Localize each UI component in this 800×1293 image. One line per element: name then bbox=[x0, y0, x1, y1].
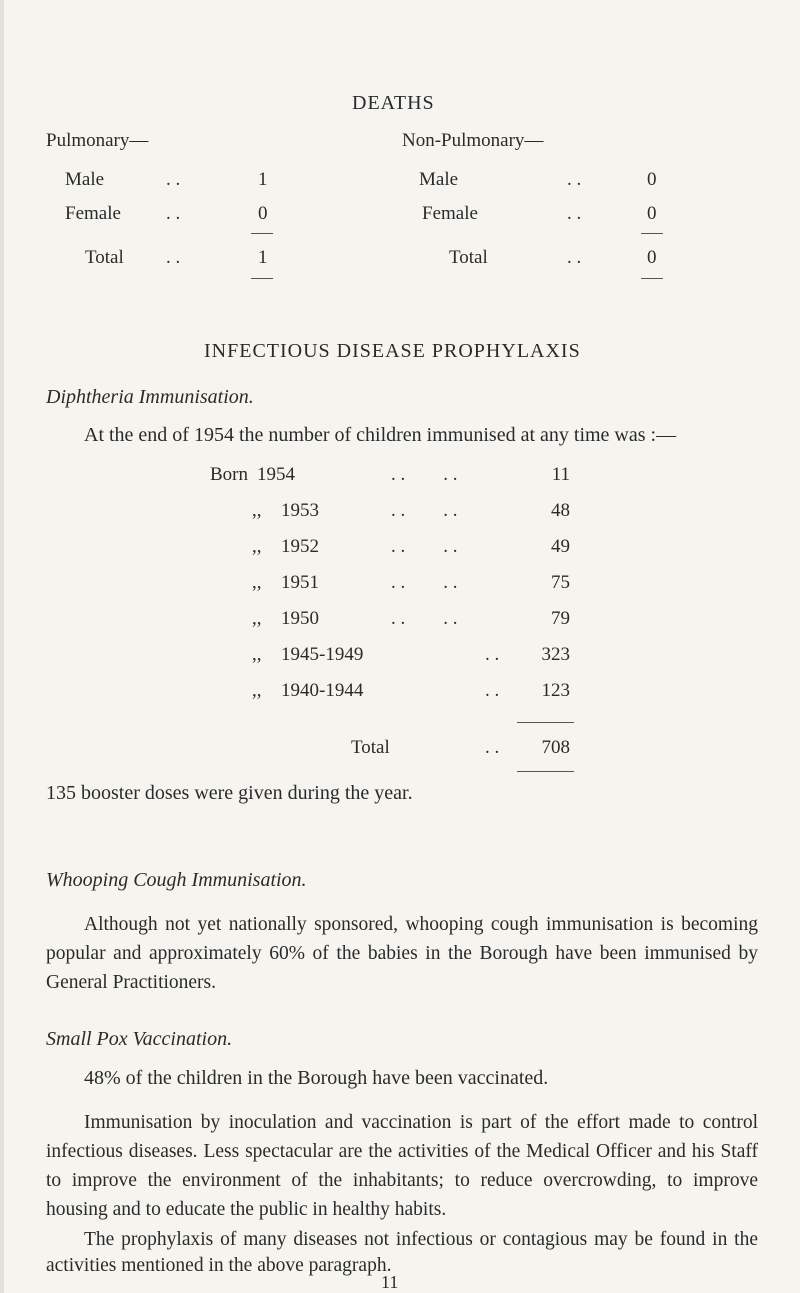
non-pulmonary-female-label: Female bbox=[422, 203, 478, 224]
row-year: 1945-1949 bbox=[281, 644, 364, 665]
paragraph-environment: Immunisation by inoculation and vaccination is part of the effort made to control infectious diseases. Less spectacular are the activities of the Medical Officer and his Staff to improve the environment of the inhabitants; to reduce overcrowding, to improve housing and to educate the public in healthy habits. bbox=[46, 1112, 758, 1220]
row-prefix: Born bbox=[210, 464, 248, 485]
pulmonary-label: Pulmonary— bbox=[46, 130, 149, 151]
booster-text: 135 booster doses were given during the year. bbox=[46, 782, 413, 804]
non-pulmonary-male-value: 0 bbox=[647, 169, 657, 190]
row-year: 1950 bbox=[281, 608, 319, 629]
total-rule bbox=[517, 771, 574, 772]
row-count: 11 bbox=[551, 464, 570, 485]
page-number: 11 bbox=[381, 1272, 399, 1292]
row-prefix: ,, bbox=[252, 644, 262, 665]
table-total-label: Total bbox=[351, 737, 390, 758]
leader-dots: . . . . bbox=[391, 500, 458, 521]
row-count: 79 bbox=[551, 608, 570, 629]
row-year: 1954 bbox=[257, 464, 295, 485]
leader-dots: . . . . bbox=[391, 536, 458, 557]
leader-dots: . . bbox=[166, 169, 181, 190]
leader-dots: . . . . bbox=[391, 572, 458, 593]
non-pulmonary-total-label: Total bbox=[449, 247, 488, 268]
paragraph-prophylaxis: The prophylaxis of many diseases not infectious or contagious may be found in the activities mentioned in the above paragraph. bbox=[46, 1229, 758, 1276]
row-count: 323 bbox=[541, 644, 570, 665]
sum-rule bbox=[641, 233, 663, 234]
pulmonary-male-value: 1 bbox=[258, 169, 268, 190]
leader-dots: . . bbox=[567, 169, 582, 190]
leader-dots: . . bbox=[485, 737, 500, 758]
row-prefix: ,, bbox=[252, 536, 262, 557]
row-count: 75 bbox=[551, 572, 570, 593]
deaths-heading: DEATHS bbox=[352, 92, 435, 114]
row-prefix: ,, bbox=[252, 572, 262, 593]
leader-dots: . . bbox=[485, 680, 500, 701]
pulmonary-female-value: 0 bbox=[258, 203, 268, 224]
non-pulmonary-label: Non-Pulmonary— bbox=[402, 130, 544, 151]
leader-dots: . . bbox=[567, 203, 582, 224]
row-count: 49 bbox=[551, 536, 570, 557]
leader-dots: . . bbox=[567, 247, 582, 268]
sum-rule bbox=[251, 233, 273, 234]
row-year: 1953 bbox=[281, 500, 319, 521]
pulmonary-female-label: Female bbox=[65, 203, 121, 224]
smallpox-title: Small Pox Vaccination. bbox=[46, 1028, 233, 1050]
row-year: 1940-1944 bbox=[281, 680, 364, 701]
sum-rule bbox=[517, 722, 574, 723]
total-rule bbox=[251, 278, 273, 279]
leader-dots: . . . . bbox=[391, 464, 458, 485]
total-rule bbox=[641, 278, 663, 279]
diphtheria-intro: At the end of 1954 the number of children immunised at any time was :— bbox=[84, 424, 677, 446]
row-prefix: ,, bbox=[252, 680, 262, 701]
row-count: 48 bbox=[551, 500, 570, 521]
whooping-text: Although not yet nationally sponsored, whooping cough immunisation is becoming popular and approximately 60% of the babies in the Borough have been immunised by General Practitioners. bbox=[46, 914, 758, 993]
page-edge bbox=[0, 0, 4, 1293]
pulmonary-total-value: 1 bbox=[258, 247, 268, 268]
pulmonary-male-label: Male bbox=[65, 169, 105, 190]
pulmonary-total-label: Total bbox=[85, 247, 124, 268]
row-year: 1951 bbox=[281, 572, 319, 593]
diphtheria-title: Diphtheria Immunisation. bbox=[46, 386, 254, 408]
row-prefix: ,, bbox=[252, 500, 262, 521]
leader-dots: . . bbox=[166, 247, 181, 268]
leader-dots: . . . . bbox=[391, 608, 458, 629]
prophylaxis-heading: INFECTIOUS DISEASE PROPHYLAXIS bbox=[204, 340, 581, 362]
smallpox-text: 48% of the children in the Borough have been vaccinated. bbox=[84, 1067, 549, 1089]
row-year: 1952 bbox=[281, 536, 319, 557]
table-total-value: 708 bbox=[541, 737, 570, 758]
row-count: 123 bbox=[541, 680, 570, 701]
row-prefix: ,, bbox=[252, 608, 262, 629]
leader-dots: . . bbox=[485, 644, 500, 665]
whooping-title: Whooping Cough Immunisation. bbox=[46, 869, 307, 891]
non-pulmonary-female-value: 0 bbox=[647, 203, 657, 224]
non-pulmonary-total-value: 0 bbox=[647, 247, 657, 268]
non-pulmonary-male-label: Male bbox=[419, 169, 459, 190]
leader-dots: . . bbox=[166, 203, 181, 224]
